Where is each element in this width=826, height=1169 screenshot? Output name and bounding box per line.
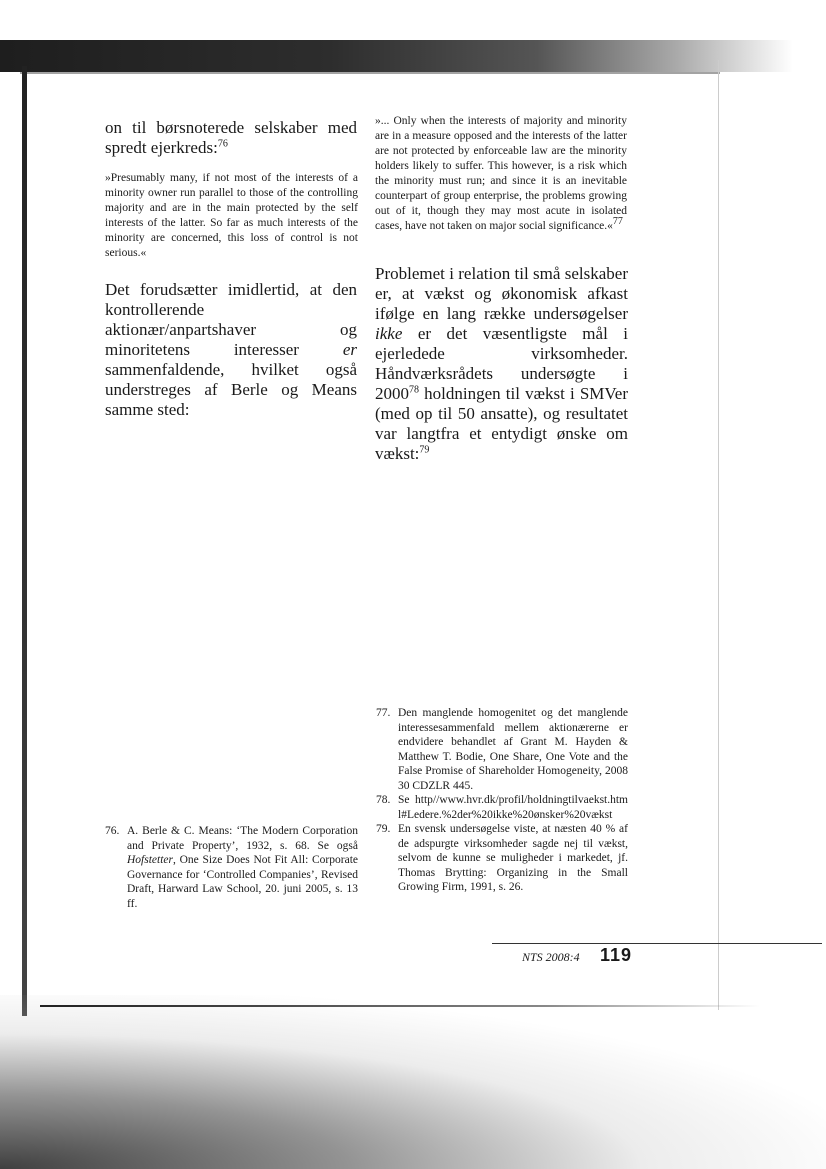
- footnote-77: 77. Den manglende homogenitet og det manglende interessesammenfald mellem aktionærerne er endvidere behandlet af Grant M. Hayden & Matthew T. Bodie, One Share, One Vote and the False Promise of Shareholder Homogeneity, 2008 30 CDZLR 445.: [376, 707, 628, 792]
- footnote-ref-78[interactable]: 78: [409, 384, 419, 396]
- left-column: [105, 118, 357, 158]
- body-paragraph-left: Det forudsætter imidlertid, at den kontrollerende aktionær/anpartshaver og minoritetens interesser er sammenfaldende, hvilket også understreges af Berle og Means samme sted:: [105, 280, 357, 419]
- footer-rule: [492, 943, 822, 944]
- scan-edge-bottom: [40, 1005, 760, 1007]
- page-number: 119: [600, 945, 633, 965]
- scan-shadow-bottom: [0, 995, 826, 1169]
- footnote-78: [376, 793, 628, 822]
- right-paragraph-block: [375, 264, 628, 464]
- body-paragraph-right: Problemet i relation til små selskaber er, at vækst og økonomisk afkast ifølge en lang række undersøgelser ikke er det væsentligste mål i ejerledede virksomheder. Håndværksrådets undersøgte i 2000$^{78}$ holdningen til vækst i SMVer (med op til 50 ansatte), og resultatet var langtfra et entydigt ønske om vækst:$^{79}$: [375, 264, 628, 463]
- left-quote-block: [105, 171, 358, 261]
- block-quote-right: »... Only when the interests of majority and minority are in a measure opposed and the interests of the latter are not protected by enforceable law are the minority holders likely to suffer. This however, is a risk which the minority must run; and since it is an inevitable counterpart of group enterprise, the problems growing out of it, though they may most acute in isolated cases, have not taken on major social significance.«$^{77}$: [375, 115, 627, 232]
- footnote-number: 78.: [376, 794, 391, 806]
- footnote-number: 77.: [376, 707, 391, 719]
- page-edge-right: [718, 60, 719, 1010]
- footnote-79: 79. En svensk undersøgelse viste, at næsten 40 % af de adspurgte virksomheder sagde nej til vækst, selvom de kunne se muligheder i markedet, jf. Thomas Brytting: Organizing in the Small Growing Firm, 1991, s. 26.: [376, 823, 628, 893]
- footnotes-left: [105, 824, 358, 911]
- journal-issue: NTS 2008:4: [522, 950, 580, 964]
- footnote-number: 79.: [376, 823, 391, 835]
- left-paragraph-block: [105, 280, 357, 420]
- scan-edge-top: [20, 72, 720, 74]
- footnote-ref-76[interactable]: 76: [217, 138, 228, 150]
- footnote-ref-77[interactable]: 77: [612, 216, 623, 228]
- right-quote-block: [375, 114, 627, 234]
- footnote-76: 76. A. Berle & C. Means: ‘The Modern Corporation and Private Property’, 1932, s. 68. Se også Hofstetter, One Size Does Not Fit All: Corporate Governance for ‘Controlled Companies’, Revised Draft, Harward Law School, 20. juni 2005, s. 13 ff.: [105, 825, 358, 910]
- footnotes-right: [376, 706, 628, 895]
- scan-shadow-top: [0, 40, 826, 72]
- footnote-ref-79[interactable]: 79: [419, 444, 430, 456]
- intro-paragraph: on til børsnoterede selskaber med spredt ejerkreds:$^{76}$: [105, 118, 357, 157]
- scan-edge-left: [22, 66, 27, 1016]
- footnote-number: 76.: [105, 825, 120, 837]
- block-quote-left: »Presumably many, if not most of the interests of a minority owner run parallel to those of the controlling majority and are in the main protected by the self interests of the latter. So far as much interests of the minority are concerned, this loss of control is not serious.«: [105, 172, 358, 259]
- footnote-link[interactable]: Se http//www.hvr.dk/profil/holdningtilvaekst.html#Ledere.%2der%20ikke%20ønsker%20vækst: [398, 794, 628, 821]
